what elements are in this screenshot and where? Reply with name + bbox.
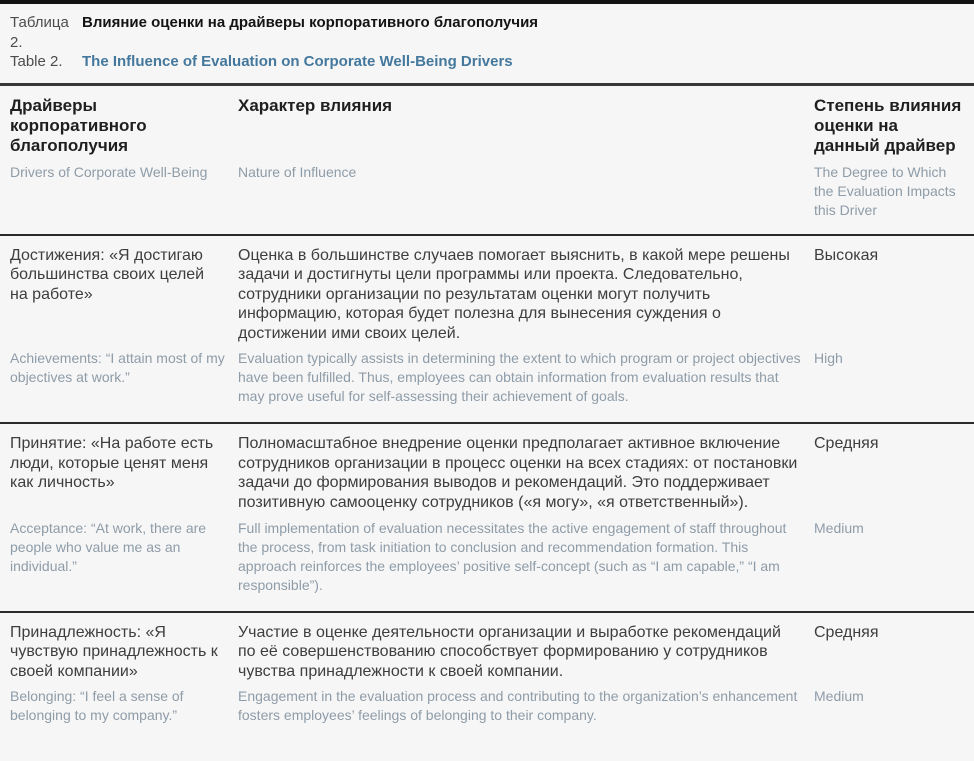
caption-label-en: Table 2.: [10, 53, 63, 70]
table-row-acceptance: [0, 422, 974, 610]
caption-line-en: [10, 52, 964, 72]
header-degree-ru: Степень влияния оценки на данный драйвер: [814, 95, 962, 156]
influence-en: Engagement in the evaluation process and contributing to the organization’s enhancement fosters employees’ feelings of belonging to their company.: [238, 688, 798, 724]
degree-ru: Средняя: [814, 623, 879, 641]
degree-en: Medium: [814, 688, 864, 705]
driver-ru: Принадлежность: «Я чувствую принадлежность к своей компании»: [10, 623, 218, 680]
header-degree-en: The Degree to Which the Evaluation Impacts this Driver: [814, 163, 956, 218]
caption-label-ru: Таблица 2.: [10, 14, 69, 51]
driver-en: Acceptance: “At work, there are people who value me as an individual.”: [10, 519, 207, 574]
header-drivers-ru: Драйверы корпоративного благополучия: [10, 95, 147, 156]
caption-line-ru: [10, 13, 964, 52]
table-header-row: [0, 83, 974, 234]
driver-en: Achievements: “I attain most of my objectives at work.”: [10, 350, 225, 386]
influence-ru: Участие в оценке деятельности организации и выработке рекомендаций по её совершенствованию способствует формированию у сотрудников чувства принадлежности к своей компании.: [238, 623, 781, 680]
table-row-achievements: [0, 234, 974, 423]
header-influence-ru: Характер влияния: [238, 95, 393, 115]
degree-en: Medium: [814, 519, 864, 536]
caption-title-en: The Influence of Evaluation on Corporate Well-Being Drivers: [82, 53, 513, 70]
degree-ru: Средняя: [814, 435, 879, 453]
header-influence-en: Nature of Influence: [238, 163, 357, 180]
degree-ru: Высокая: [814, 246, 879, 264]
header-drivers-en: Drivers of Corporate Well-Being: [10, 163, 208, 180]
influence-ru: Оценка в большинстве случаев помогает выяснить, в какой мере решены задачи и достигнуты цели программы или проекта. Следовательно, сотрудники организации по результатам оценки могут получить информацию, которая будет полезна для вынесения суждения о достижении ими своих целей.: [238, 246, 790, 342]
influence-en: Full implementation of evaluation necessitates the active engagement of staff throughout the process, from task initiation to conclusion and recommendation formation. This approach reinforces the employees’ positive self-concept (such as “I am capable,” “I am responsible”).: [238, 519, 787, 593]
driver-ru: Достижения: «Я достигаю большинства своих целей на работе»: [10, 246, 205, 303]
degree-en: High: [814, 350, 843, 367]
driver-en: Belonging: “I feel a sense of belonging to my company.”: [10, 688, 184, 724]
table-caption: [0, 4, 974, 83]
influence-ru: Полномасштабное внедрение оценки предполагает активное включение сотрудников организации в процесс оценки на всех стадиях: от постановки задачи до формирования выводов и рекомендаций. Это поддерживает позитивную самооценку сотрудников («я могу», «я ответственный»).: [238, 435, 798, 511]
influence-en: Evaluation typically assists in determining the extent to which program or project objectives have been fulfilled. Thus, employees can obtain information from evaluation results that may prove useful for self-assessing their achievement of goals.: [238, 350, 801, 405]
table-row-belonging: [0, 611, 974, 742]
driver-ru: Принятие: «На работе есть люди, которые ценят меня как личность»: [10, 435, 214, 492]
caption-title-ru: Влияние оценки на драйверы корпоративного благополучия: [82, 14, 539, 31]
